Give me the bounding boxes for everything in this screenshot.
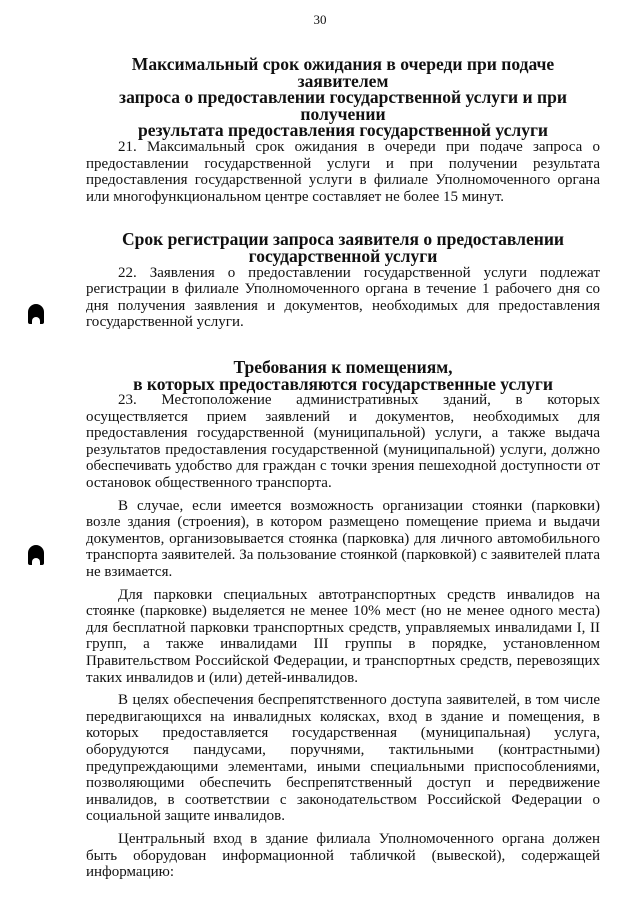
section-heading-registration-time: [86, 231, 600, 264]
heading-line: Требования к помещениям,: [233, 356, 453, 377]
punch-hole-mark: [28, 304, 44, 324]
paragraph-parking: В случае, если имеется возможность организации стоянки (парковки) возле здания (строения), в котором размещено помещение приема и выдачи документов, организовывается стоянка (парковка) для личного автомобильного транспорта заявителей. За пользование стоянкой (парковкой) с заявителей плата не взимается.: [86, 497, 600, 581]
heading-line: Срок регистрации запроса заявителя о предоставлении: [121, 229, 565, 250]
heading-line: в которых предоставляются государственные услуги: [133, 373, 553, 394]
section-heading-waiting-time: [86, 56, 600, 139]
paragraph-23: 23. Местоположение административных зданий, в которых осуществляется прием заявлений и документов, необходимых для предоставления государственной (муниципальной) услуги, а также выдача результатов предоставления государственной (муниципальной) услуги, должно обеспечивать удобство для граждан с точки зрения пешеходной доступности от остановок общественного транспорта.: [86, 392, 600, 492]
heading-line: запроса о предоставлении государственной услуги и при получении: [119, 87, 567, 124]
document-body: [86, 56, 600, 881]
page-number: 30: [313, 12, 327, 27]
paragraph-21: 21. Максимальный срок ожидания в очереди при подаче запроса о предоставлении государственной услуги и при получении результата предоставления государственной услуги в филиале Уполномоченного органа или многофункциональном центре составляет не более 15 минут.: [86, 138, 600, 205]
punch-hole-mark: [28, 545, 44, 565]
heading-line: результата предоставления государственной услуги: [137, 120, 549, 141]
paragraph-entrance-sign: Центральный вход в здание филиала Уполномоченного органа должен быть оборудован информационной табличкой (вывеской), содержащей информацию:: [86, 830, 600, 881]
heading-line: государственной услуги: [248, 245, 438, 266]
paragraph-22: 22. Заявления о предоставлении государственной услуги подлежат регистрации в филиале Уполномоченного органа в течение 1 рабочего дня со дня получения заявления и документов, необходимых для предоставления государственной услуги.: [86, 264, 600, 331]
heading-line: Максимальный срок ожидания в очереди при подаче заявителем: [131, 54, 555, 91]
paragraph-accessibility: В целях обеспечения беспрепятственного доступа заявителей, в том числе передвигающихся на инвалидных колясках, вход в здание и помещения, в которых предоставляется государственная (муниципальная) услуга, оборудуются пандусами, поручнями, тактильными (контрастными) предупреждающими элементами, иными специальными приспособлениями, позволяющими обеспечить беспрепятственный доступ и передвижение инвалидов, в соответствии с законодательством Российской Федерации о социальной защите инвалидов.: [86, 692, 600, 825]
paragraph-disabled-parking: Для парковки специальных автотранспортных средств инвалидов на стоянке (парковке) выделяется не менее 10% мест (но не менее одного места) для бесплатной парковки транспортных средств, управляемых инвалидами I, II групп, а также инвалидами III группы в порядке, установленном Правительством Российской Федерации, и транспортных средств, перевозящих таких инвалидов и (или) детей-инвалидов.: [86, 586, 600, 686]
section-heading-premises-requirements: [86, 356, 600, 394]
